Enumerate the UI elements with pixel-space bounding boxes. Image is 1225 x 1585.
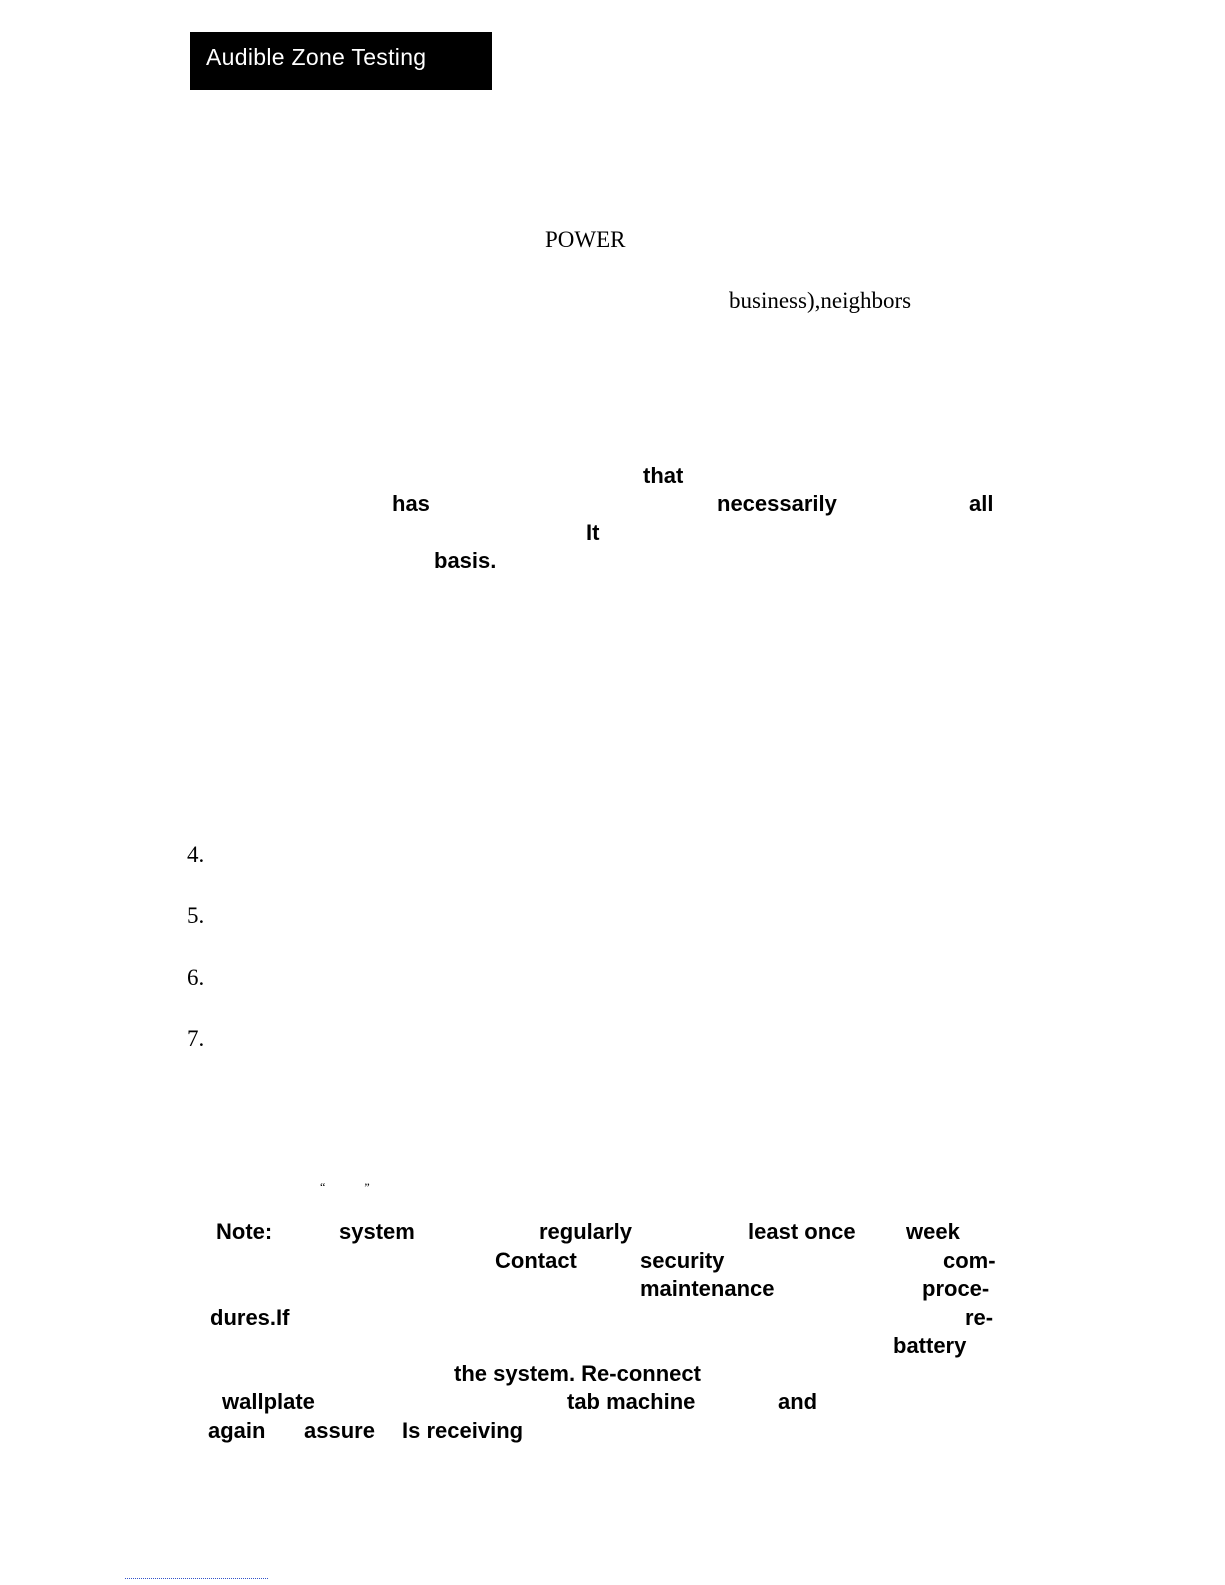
section-title: Audible Zone Testing xyxy=(206,44,427,70)
word-and: and xyxy=(778,1389,818,1414)
word-re: re- xyxy=(965,1305,994,1330)
word-is-receiving: Is receiving xyxy=(402,1418,524,1443)
word-week: week xyxy=(906,1219,960,1244)
word-security: security xyxy=(640,1248,725,1273)
word-maintenance: maintenance xyxy=(640,1276,775,1301)
word-basis: basis. xyxy=(434,548,497,573)
word-assure: assure xyxy=(304,1418,375,1443)
word-com: com- xyxy=(943,1248,996,1273)
quote-marks: “ ” xyxy=(320,1180,388,1194)
word-has: has xyxy=(392,491,430,516)
step-number: 5. xyxy=(187,903,205,928)
word-that: that xyxy=(643,463,684,488)
step-number: 7. xyxy=(187,1026,205,1051)
footer-rule xyxy=(125,1578,268,1579)
word-wallplate: wallplate xyxy=(222,1389,315,1414)
word-proce: proce- xyxy=(922,1276,990,1301)
word-regularly: regularly xyxy=(539,1219,632,1244)
word-dures-if: dures.If xyxy=(210,1305,290,1330)
section-banner xyxy=(190,32,492,90)
step-number: 4. xyxy=(187,842,205,867)
word-necessarily: necessarily xyxy=(717,491,837,516)
note-label: Note: xyxy=(216,1219,273,1244)
word-all: all xyxy=(969,491,994,516)
word-the-system-reconnect: the system. Re-connect xyxy=(454,1361,701,1386)
word-contact: Contact xyxy=(495,1248,577,1273)
word-tab-machine: tab machine xyxy=(567,1389,696,1414)
word-system: system xyxy=(339,1219,415,1244)
step-number: 6. xyxy=(187,965,205,990)
word-battery: battery xyxy=(893,1333,967,1358)
word-least-once: least once xyxy=(748,1219,856,1244)
word-business-neighbors: business),neighbors xyxy=(729,288,912,313)
word-power: POWER xyxy=(545,227,626,252)
word-again: again xyxy=(208,1418,266,1443)
word-it: It xyxy=(586,520,600,545)
